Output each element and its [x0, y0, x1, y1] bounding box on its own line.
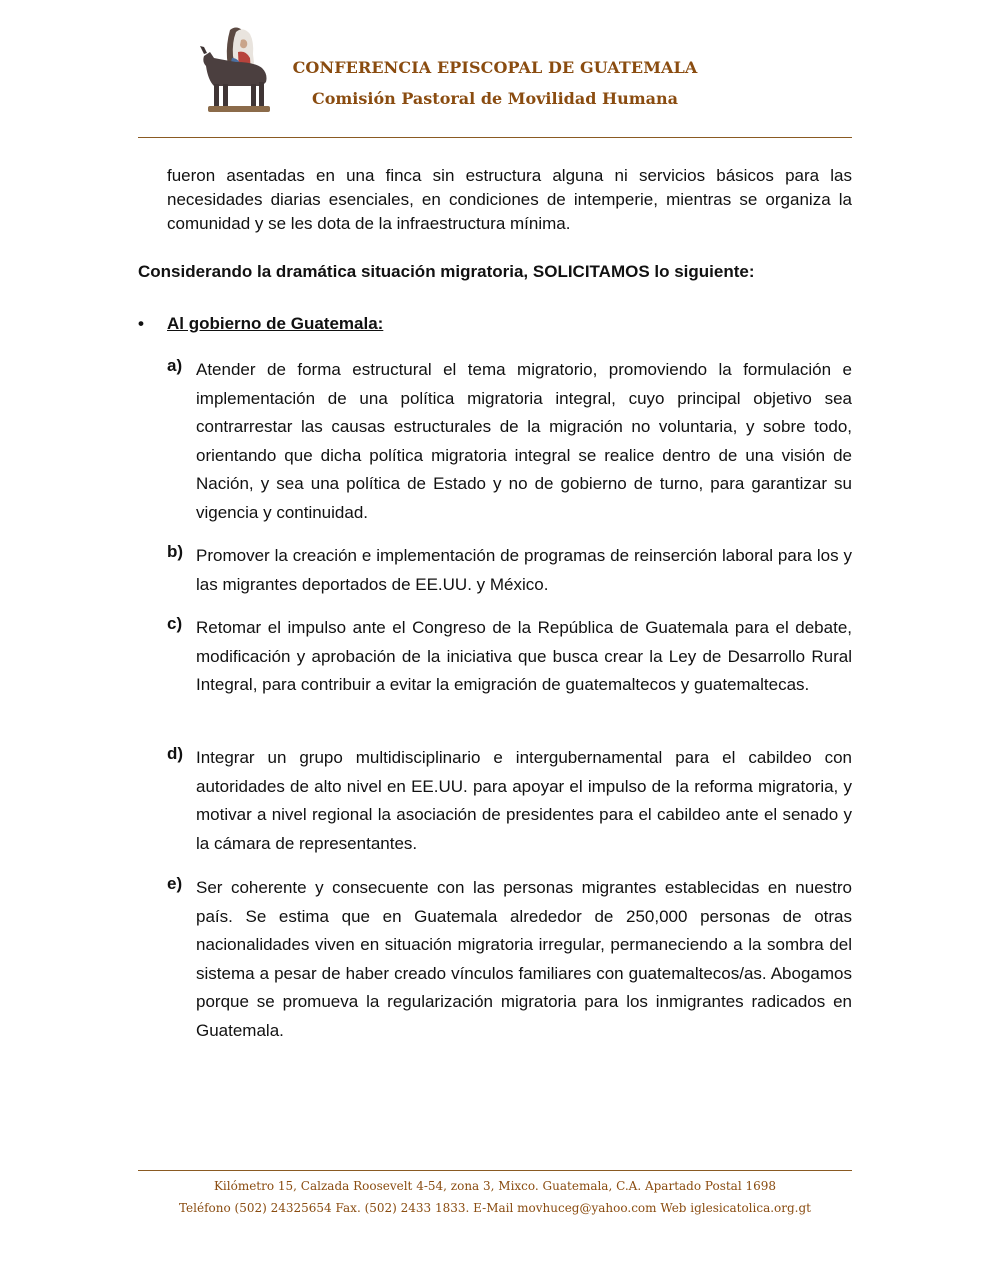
- organization-name: CONFERENCIA EPISCOPAL DE GUATEMALA: [292, 58, 698, 77]
- list-item-text: Retomar el impulso ante el Congreso de la República de Guatemala para el debate, modificación y aprobación de la iniciativa que busca crear la Ley de Desarrollo Rural Integral, para contribuir a evitar la emigración de guatemaltecos y guatemaltecas.: [196, 618, 852, 695]
- bullet-symbol: •: [138, 314, 144, 333]
- list-item-letter: a): [167, 356, 183, 375]
- bullet-label: Al gobierno de Guatemala:: [167, 314, 384, 333]
- list-item-letter: e): [167, 874, 183, 893]
- commission-name: Comisión Pastoral de Movilidad Humana: [311, 89, 679, 108]
- footer-contact: Teléfono (502) 24325654 Fax. (502) 2433 1833. E-Mail movhuceg@yahoo.com Web iglesicatolica.org.gt: [178, 1201, 811, 1215]
- list-item-letter: d): [167, 744, 184, 763]
- list-item-text: Promover la creación e implementación de programas de reinserción laboral para los y las migrantes deportados de EE.UU. y México.: [196, 546, 852, 594]
- list-item-letter: c): [167, 614, 183, 633]
- intro-paragraph: fueron asentadas en una finca sin estructura alguna ni servicios básicos para las necesidades diarias esenciales, en condiciones de intemperie, mientras se organiza la comunidad y se les dota de la infraestructura mínima.: [167, 166, 852, 233]
- section-heading: Considerando la dramática situación migratoria, SOLICITAMOS lo siguiente:: [138, 262, 755, 281]
- list-item-letter: b): [167, 542, 184, 561]
- footer-address: Kilómetro 15, Calzada Roosevelt 4-54, zona 3, Mixco. Guatemala, C.A. Apartado Postal 1698: [213, 1179, 777, 1193]
- list-item-text: Integrar un grupo multidisciplinario e intergubernamental para el cabildeo con autoridades de alto nivel en EE.UU. para apoyar el impulso de la reforma migratoria, y motivar a nivel regional la asociación de presidentes para el cabildeo ante el senado y la cámara de representantes.: [196, 748, 852, 853]
- footer-divider: [138, 1170, 852, 1171]
- list-item-text: Ser coherente y consecuente con las personas migrantes establecidas en nuestro país. Se estima que en Guatemala alrededor de 250,000 personas de otras nacionalidades viven en situación migratoria irregular, permaneciendo a la sombra del sistema a pesar de haber creado vínculos familiares con guatemaltecos/as. Abogamos porque se promueva la regularización migratoria para los inmigrantes radicados en Guatemala.: [196, 878, 852, 1040]
- header-divider: [138, 137, 852, 138]
- list-item-text: Atender de forma estructural el tema migratorio, promoviendo la formulación e implementación de una política migratoria integral, cuyo principal objetivo sea contrarrestar las causas estructurales de la migración no voluntaria, y sobre todo, orientando que dicha política migratoria integral se realice dentro de una visión de Nación, y sea una política de Estado y no de gobierno de turno, para garantizar su vigencia y continuidad.: [196, 360, 852, 522]
